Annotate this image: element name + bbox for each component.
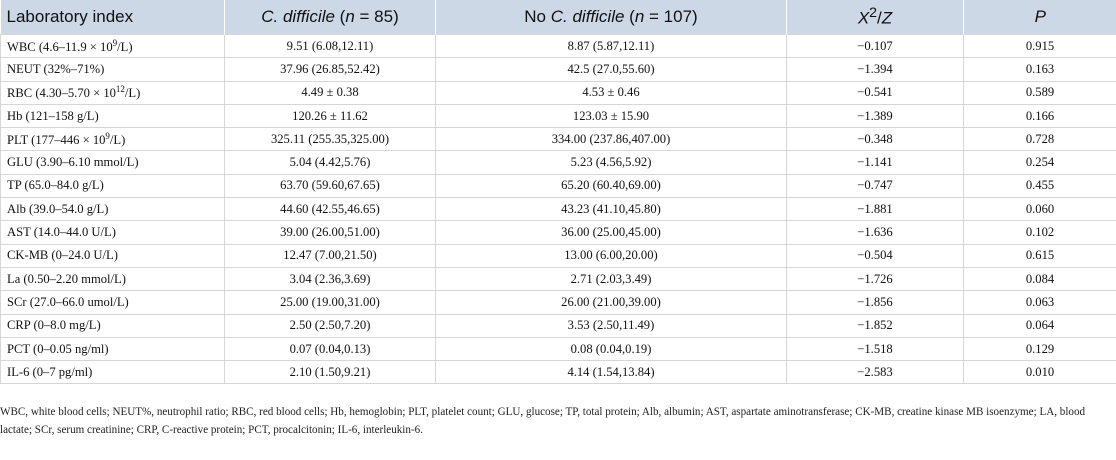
cell-no-c-difficile: 65.20 (60.40,69.00) — [436, 174, 787, 197]
cell-p-value: 0.163 — [964, 58, 1116, 81]
cell-c-difficile: 2.50 (2.50,7.20) — [225, 314, 436, 337]
cell-c-difficile: 44.60 (42.55,46.65) — [225, 198, 436, 221]
cell-p-value: 0.728 — [964, 128, 1116, 151]
cell-laboratory-index: GLU (3.90–6.10 mmol/L) — [1, 151, 225, 174]
cell-laboratory-index: AST (14.0–44.0 U/L) — [1, 221, 225, 244]
cell-no-c-difficile: 42.5 (27.0,55.60) — [436, 58, 787, 81]
cell-c-difficile: 63.70 (59.60,67.65) — [225, 174, 436, 197]
table-row — [1, 128, 1116, 151]
cell-test-statistic: −0.107 — [787, 35, 964, 58]
cell-p-value: 0.063 — [964, 291, 1116, 314]
cell-test-statistic: −1.726 — [787, 267, 964, 290]
table-footnote: WBC, white blood cells; NEUT%, neutrophil ratio; RBC, red blood cells; Hb, hemoglobin; PLT, platelet count; GLU, glucose; TP, total protein; Alb, albumin; AST, aspartate aminotransferase; CK-MB, creatine kinase MB isoenzyme; LA, blood lactate; SCr, serum creatinine; CRP, C-reactive protein; PCT, procalcitonin; IL-6, interleukin-6. — [0, 406, 1086, 436]
cell-test-statistic: −1.141 — [787, 151, 964, 174]
cell-no-c-difficile: 26.00 (21.00,39.00) — [436, 291, 787, 314]
table-row — [1, 58, 1116, 81]
cell-laboratory-index: WBC $(4.6-11.9 \times 10^9/L)$ — [1, 35, 225, 58]
cell-p-value: 0.129 — [964, 337, 1116, 360]
cell-p-value: 0.060 — [964, 198, 1116, 221]
cell-test-statistic: −0.541 — [787, 81, 964, 104]
cell-p-value: 0.166 — [964, 104, 1116, 127]
cell-laboratory-index: PCT (0–0.05 ng/ml) — [1, 337, 225, 360]
cell-no-c-difficile: 43.23 (41.10,45.80) — [436, 198, 787, 221]
table-row — [1, 244, 1116, 267]
table-row — [1, 314, 1116, 337]
table-row — [1, 104, 1116, 127]
cell-p-value: 0.084 — [964, 267, 1116, 290]
cell-c-difficile: 37.96 (26.85,52.42) — [225, 58, 436, 81]
table-row — [1, 174, 1116, 197]
cell-laboratory-index: NEUT (32%–71%) — [1, 58, 225, 81]
table-row — [1, 198, 1116, 221]
cell-c-difficile: 4.49 ± 0.38 — [225, 81, 436, 104]
cell-laboratory-index: PLT $(177-446 \times 10^9/L)$ — [1, 128, 225, 151]
cell-no-c-difficile: 2.71 (2.03,3.49) — [436, 267, 787, 290]
table-row — [1, 267, 1116, 290]
cell-p-value: 0.254 — [964, 151, 1116, 174]
cell-laboratory-index: CRP (0–8.0 mg/L) — [1, 314, 225, 337]
cell-test-statistic: −1.636 — [787, 221, 964, 244]
cell-c-difficile: 2.10 (1.50,9.21) — [225, 361, 436, 384]
cell-test-statistic: −2.583 — [787, 361, 964, 384]
cell-test-statistic: −0.504 — [787, 244, 964, 267]
cell-test-statistic: −1.881 — [787, 198, 964, 221]
table-body — [1, 35, 1116, 384]
table-row — [1, 337, 1116, 360]
cell-c-difficile: 3.04 (2.36,3.69) — [225, 267, 436, 290]
cell-c-difficile: 325.11 (255.35,325.00) — [225, 128, 436, 151]
table-row — [1, 361, 1116, 384]
header-row — [1, 0, 1116, 35]
cell-no-c-difficile: 334.00 (237.86,407.00) — [436, 128, 787, 151]
table-header — [1, 0, 1116, 35]
table-row — [1, 81, 1116, 104]
cell-test-statistic: −1.389 — [787, 104, 964, 127]
cell-no-c-difficile: 0.08 (0.04,0.19) — [436, 337, 787, 360]
header-p-value: P — [964, 0, 1116, 35]
cell-test-statistic: −1.856 — [787, 291, 964, 314]
cell-test-statistic: −0.348 — [787, 128, 964, 151]
cell-c-difficile: 120.26 ± 11.62 — [225, 104, 436, 127]
cell-c-difficile: 39.00 (26.00,51.00) — [225, 221, 436, 244]
cell-p-value: 0.455 — [964, 174, 1116, 197]
cell-p-value: 0.589 — [964, 81, 1116, 104]
cell-c-difficile: 5.04 (4.42,5.76) — [225, 151, 436, 174]
cell-no-c-difficile: 5.23 (4.56,5.92) — [436, 151, 787, 174]
cell-no-c-difficile: 4.53 ± 0.46 — [436, 81, 787, 104]
cell-laboratory-index: La (0.50–2.20 mmol/L) — [1, 267, 225, 290]
cell-p-value: 0.102 — [964, 221, 1116, 244]
cell-no-c-difficile: 13.00 (6.00,20.00) — [436, 244, 787, 267]
cell-laboratory-index: Alb (39.0–54.0 g/L) — [1, 198, 225, 221]
cell-p-value: 0.010 — [964, 361, 1116, 384]
cell-c-difficile: 0.07 (0.04,0.13) — [225, 337, 436, 360]
table-row — [1, 151, 1116, 174]
cell-no-c-difficile: 8.87 (5.87,12.11) — [436, 35, 787, 58]
cell-laboratory-index: CK-MB (0–24.0 U/L) — [1, 244, 225, 267]
cell-test-statistic: −1.518 — [787, 337, 964, 360]
header-laboratory-index: Laboratory index — [1, 0, 225, 35]
cell-p-value: 0.615 — [964, 244, 1116, 267]
cell-laboratory-index: IL-6 (0–7 pg/ml) — [1, 361, 225, 384]
cell-c-difficile: 25.00 (19.00,31.00) — [225, 291, 436, 314]
header-c-difficile: C. difficile (n = 85) — [225, 0, 436, 35]
cell-laboratory-index: TP (65.0–84.0 g/L) — [1, 174, 225, 197]
cell-c-difficile: 12.47 (7.00,21.50) — [225, 244, 436, 267]
cell-no-c-difficile: 3.53 (2.50,11.49) — [436, 314, 787, 337]
cell-p-value: 0.915 — [964, 35, 1116, 58]
cell-no-c-difficile: 4.14 (1.54,13.84) — [436, 361, 787, 384]
cell-test-statistic: −1.852 — [787, 314, 964, 337]
header-test-statistic: $X^2/Z$ — [787, 0, 964, 35]
table-row — [1, 221, 1116, 244]
header-no-c-difficile: No C. difficile (n = 107) — [436, 0, 787, 35]
cell-test-statistic: −0.747 — [787, 174, 964, 197]
table-row — [1, 35, 1116, 58]
cell-no-c-difficile: 36.00 (25.00,45.00) — [436, 221, 787, 244]
cell-c-difficile: 9.51 (6.08,12.11) — [225, 35, 436, 58]
table-row — [1, 291, 1116, 314]
cell-laboratory-index: Hb (121–158 g/L) — [1, 104, 225, 127]
cell-test-statistic: −1.394 — [787, 58, 964, 81]
cell-laboratory-index: SCr (27.0–66.0 umol/L) — [1, 291, 225, 314]
cell-no-c-difficile: 123.03 ± 15.90 — [436, 104, 787, 127]
cell-p-value: 0.064 — [964, 314, 1116, 337]
cell-laboratory-index: RBC $(4.30-5.70 \times 10^{12}/L)$ — [1, 81, 225, 104]
